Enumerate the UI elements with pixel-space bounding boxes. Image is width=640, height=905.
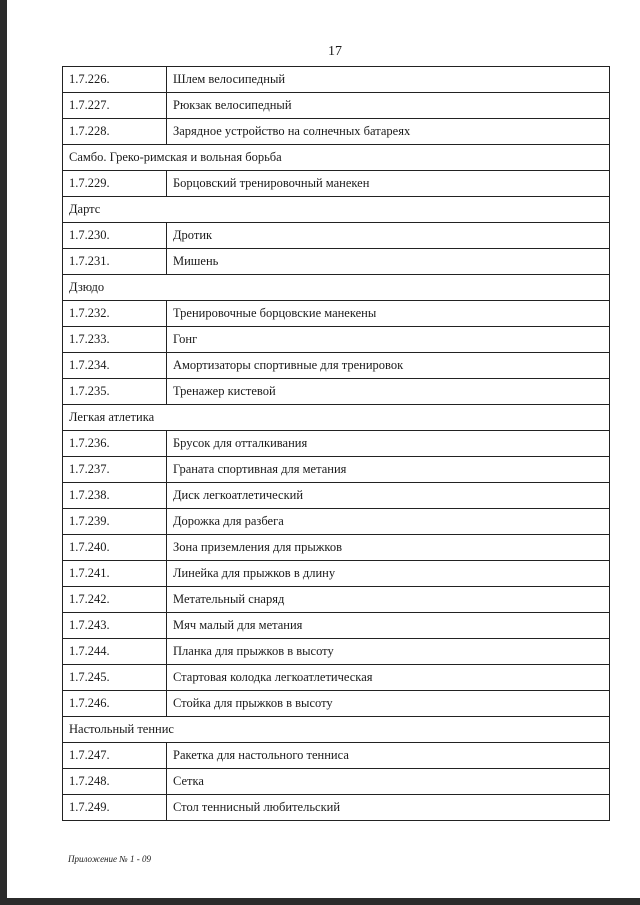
section-row: [63, 145, 610, 171]
item-code: 1.7.232.: [63, 301, 167, 327]
item-name: Стартовая колодка легкоатлетическая: [167, 665, 610, 691]
item-code: 1.7.226.: [63, 67, 167, 93]
table-row: [63, 795, 610, 821]
item-name: Метательный снаряд: [167, 587, 610, 613]
item-code: 1.7.235.: [63, 379, 167, 405]
item-code: 1.7.228.: [63, 119, 167, 145]
table-row: [63, 509, 610, 535]
item-name: Брусок для отталкивания: [167, 431, 610, 457]
item-code: 1.7.247.: [63, 743, 167, 769]
section-row: [63, 405, 610, 431]
item-name: Зарядное устройство на солнечных батареях: [167, 119, 610, 145]
item-name: Стол теннисный любительский: [167, 795, 610, 821]
item-code: 1.7.248.: [63, 769, 167, 795]
item-code: 1.7.233.: [63, 327, 167, 353]
item-name: Линейка для прыжков в длину: [167, 561, 610, 587]
table-row: [63, 535, 610, 561]
footer-note: Приложение № 1 - 09: [68, 854, 151, 864]
item-name: Диск легкоатлетический: [167, 483, 610, 509]
item-name: Дорожка для разбега: [167, 509, 610, 535]
table-row: [63, 691, 610, 717]
scan-left-edge: [0, 0, 7, 905]
item-code: 1.7.240.: [63, 535, 167, 561]
section-row: [63, 275, 610, 301]
section-title: Дзюдо: [63, 275, 610, 301]
scan-bottom-edge: [0, 898, 640, 905]
item-code: 1.7.227.: [63, 93, 167, 119]
table-row: [63, 639, 610, 665]
item-code: 1.7.246.: [63, 691, 167, 717]
item-code: 1.7.241.: [63, 561, 167, 587]
equipment-table: [62, 66, 610, 821]
equipment-table-body: [63, 67, 610, 821]
table-row: [63, 457, 610, 483]
item-code: 1.7.230.: [63, 223, 167, 249]
table-row: [63, 379, 610, 405]
item-code: 1.7.243.: [63, 613, 167, 639]
section-title: Самбо. Греко-римская и вольная борьба: [63, 145, 610, 171]
item-name: Амортизаторы спортивные для тренировок: [167, 353, 610, 379]
table-row: [63, 769, 610, 795]
section-title: Дартс: [63, 197, 610, 223]
item-name: Рюкзак велосипедный: [167, 93, 610, 119]
table-row: [63, 561, 610, 587]
item-code: 1.7.238.: [63, 483, 167, 509]
item-name: Дротик: [167, 223, 610, 249]
table-row: [63, 327, 610, 353]
table-row: [63, 67, 610, 93]
item-code: 1.7.245.: [63, 665, 167, 691]
item-code: 1.7.234.: [63, 353, 167, 379]
table-row: [63, 431, 610, 457]
item-name: Планка для прыжков в высоту: [167, 639, 610, 665]
page-number: 17: [328, 44, 342, 59]
table-row: [63, 613, 610, 639]
table-row: [63, 223, 610, 249]
item-name: Шлем велосипедный: [167, 67, 610, 93]
table-row: [63, 171, 610, 197]
table-row: [63, 587, 610, 613]
section-title: Легкая атлетика: [63, 405, 610, 431]
item-name: Гонг: [167, 327, 610, 353]
item-name: Зона приземления для прыжков: [167, 535, 610, 561]
item-name: Стойка для прыжков в высоту: [167, 691, 610, 717]
item-code: 1.7.236.: [63, 431, 167, 457]
table-row: [63, 743, 610, 769]
item-name: Ракетка для настольного тенниса: [167, 743, 610, 769]
item-code: 1.7.229.: [63, 171, 167, 197]
table-row: [63, 249, 610, 275]
section-row: [63, 717, 610, 743]
item-name: Мишень: [167, 249, 610, 275]
item-name: Граната спортивная для метания: [167, 457, 610, 483]
item-name: Тренировочные борцовские манекены: [167, 301, 610, 327]
item-name: Мяч малый для метания: [167, 613, 610, 639]
item-code: 1.7.239.: [63, 509, 167, 535]
item-code: 1.7.244.: [63, 639, 167, 665]
table-row: [63, 119, 610, 145]
table-row: [63, 301, 610, 327]
table-row: [63, 665, 610, 691]
table-row: [63, 353, 610, 379]
section-row: [63, 197, 610, 223]
section-title: Настольный теннис: [63, 717, 610, 743]
item-code: 1.7.237.: [63, 457, 167, 483]
item-name: Борцовский тренировочный манекен: [167, 171, 610, 197]
item-name: Тренажер кистевой: [167, 379, 610, 405]
table-row: [63, 483, 610, 509]
item-name: Сетка: [167, 769, 610, 795]
table-row: [63, 93, 610, 119]
item-code: 1.7.249.: [63, 795, 167, 821]
item-code: 1.7.242.: [63, 587, 167, 613]
item-code: 1.7.231.: [63, 249, 167, 275]
